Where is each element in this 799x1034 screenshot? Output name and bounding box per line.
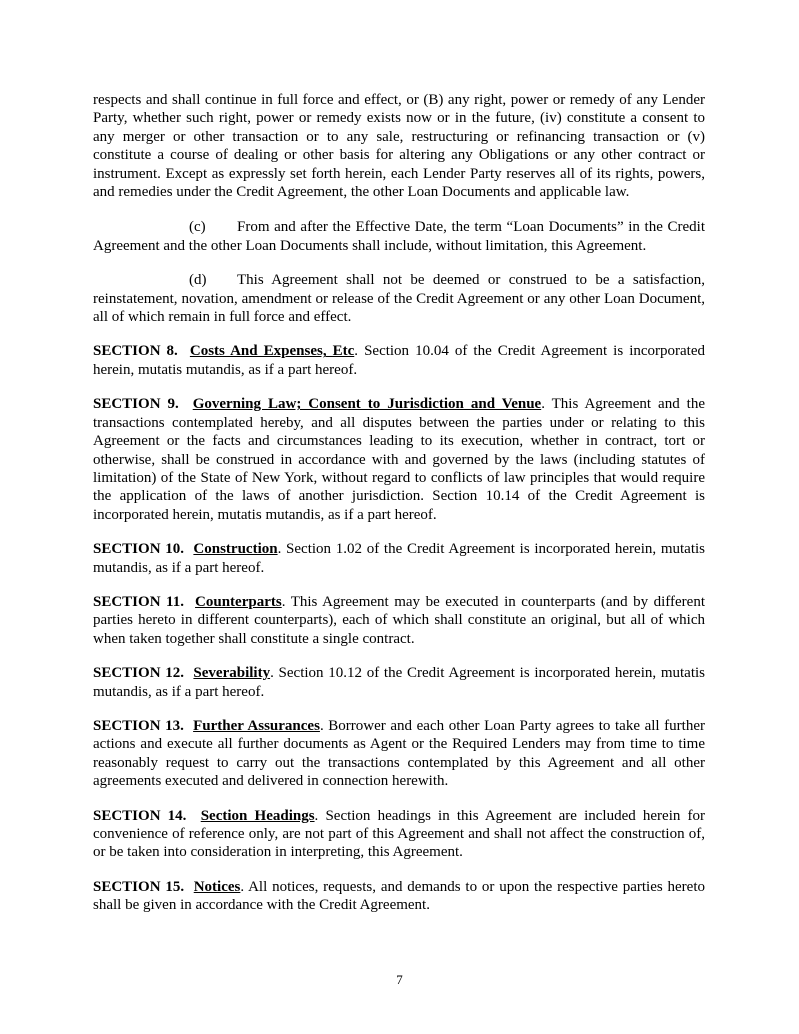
section-15-text: . All notices, requests, and demands to or upon the respective parties hereto shall be given in accordance with the Credit Agreement.: [93, 878, 706, 914]
section-8: [93, 342, 705, 379]
section-15-title: Notices: [193, 878, 241, 895]
paragraph-d-text: This Agreement shall not be deemed or construed to be a satisfaction, reinstatement, novation, amendment or release of the Credit Agreement or any other Loan Document, all of which remain in full force and effect.: [93, 272, 705, 326]
section-9: [93, 395, 705, 524]
section-14-number: SECTION 14.: [93, 807, 187, 824]
page-number: 7: [396, 972, 403, 987]
section-14-text: . Section headings in this Agreement are included herein for convenience of reference only, are not part of this Agreement and shall not affect the construction of, or be taken into consideration in interpreting, this Agreement.: [93, 807, 705, 861]
section-8-text: . Section 10.04 of the Credit Agreement is incorporated herein, mutatis mutandis, as if a part hereof.: [93, 343, 705, 378]
section-9-text: . This Agreement and the transactions contemplated hereby, and all disputes between the parties under or relating to this Agreement or the facts and circumstances leading to its execution, whether in contract, tort or otherwise, shall be construed in accordance with and governed by the laws (including statutes of limitation) of the State of New York, without regard to conflicts of law principles that would require the application of the laws of another jurisdiction. Section 10.14 of the Credit Agreement is incorporated herein, mutatis mutandis, as if a part hereof.: [93, 396, 706, 523]
section-10-number: SECTION 10.: [93, 541, 184, 558]
section-9-title: Governing Law; Consent to Jurisdiction and Venue: [192, 396, 542, 413]
paragraph-c: [93, 218, 705, 255]
section-9-number: SECTION 9.: [93, 396, 179, 413]
section-13-number: SECTION 13.: [93, 717, 184, 734]
section-10: [93, 540, 705, 577]
section-10-text: . Section 1.02 of the Credit Agreement is incorporated herein, mutatis mutandis, as if a part hereof.: [93, 541, 705, 576]
paragraph-c-label: (c): [189, 219, 206, 236]
section-12: [93, 664, 705, 701]
section-12-title: Severability: [193, 665, 271, 682]
section-14-title: Section Headings: [200, 807, 315, 824]
section-12-number: SECTION 12.: [93, 665, 184, 682]
section-14: [93, 807, 705, 862]
paragraph-d-label: (d): [189, 272, 207, 289]
section-13-title: Further Assurances: [193, 717, 320, 734]
section-10-title: Construction: [193, 541, 278, 558]
continuation-paragraph: respects and shall continue in full force and effect, or (B) any right, power or remedy of any Lender Party, whether such right, power or remedy exists now or in the future, (iv) constitute a consent to any merger or other transaction or to any sale, restructuring or refinancing transaction or (v) constitute a course of dealing or other basis for altering any Obligations or any other contract or instrument. Except as expressly set forth herein, each Lender Party reserves all of its rights, powers, and remedies under the Credit Agreement, the other Loan Documents and applicable law.: [93, 92, 705, 201]
document-body: [93, 91, 705, 931]
section-11: [93, 593, 705, 648]
paragraph-c-text: From and after the Effective Date, the term “Loan Documents” in the Credit Agreement and the other Loan Documents shall include, without limitation, this Agreement.: [93, 219, 705, 254]
section-13-text: . Borrower and each other Loan Party agrees to take all further actions and execute all further documents as Agent or the Required Lenders may from time to time reasonably request to carry out the transactions contemplated by this Agreement and all other agreements executed and delivered in connection herewith.: [93, 717, 705, 790]
paragraph-d: [93, 271, 705, 326]
section-8-title: Costs And Expenses, Etc: [189, 343, 355, 360]
section-8-number: SECTION 8.: [93, 343, 178, 360]
section-15-number: SECTION 15.: [93, 878, 185, 895]
section-15: [93, 878, 705, 915]
section-12-text: . Section 10.12 of the Credit Agreement is incorporated herein, mutatis mutandis, as if a part hereof.: [93, 665, 706, 700]
section-11-title: Counterparts: [195, 593, 282, 610]
section-13: [93, 717, 705, 791]
section-11-number: SECTION 11.: [93, 593, 184, 610]
section-11-text: . This Agreement may be executed in counterparts (and by different parties hereto in different counterparts), each of which shall constitute an original, but all of which when taken together shall constitute a single contract.: [93, 593, 706, 647]
